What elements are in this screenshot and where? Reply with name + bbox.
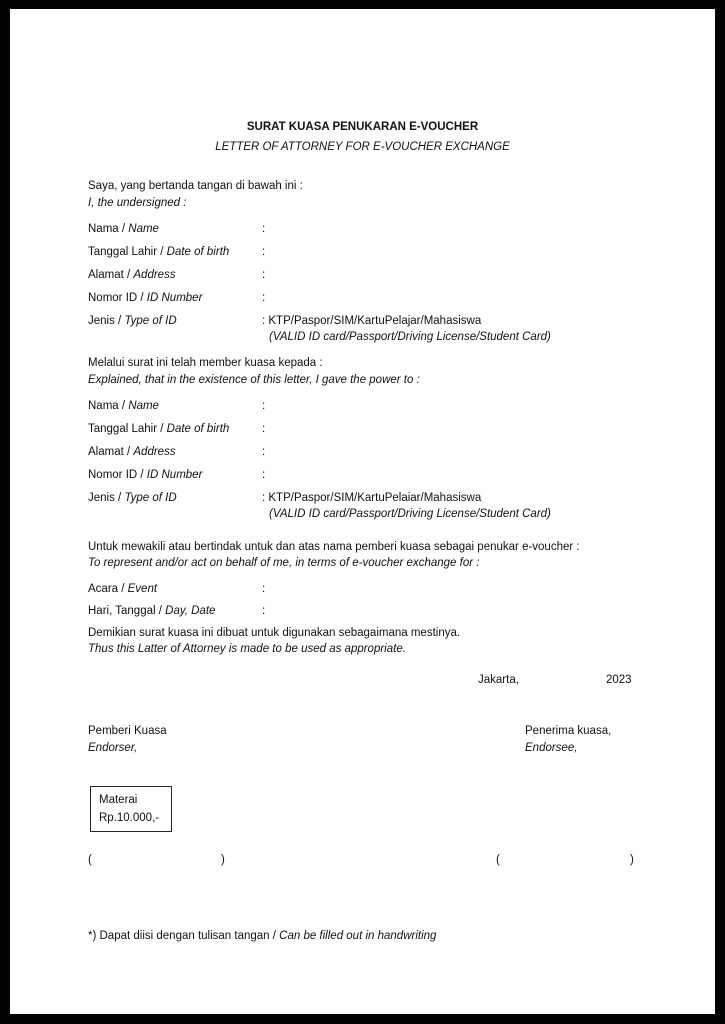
event-date-label: Hari, Tanggal / Day, Date bbox=[88, 605, 216, 617]
closing-text-id: Demikian surat kuasa ini dibuat untuk digunakan sebagaimana mestinya. bbox=[88, 627, 461, 639]
grantor-address-value[interactable]: : bbox=[262, 269, 266, 281]
grantor-idtype-label: Jenis / Type of ID bbox=[88, 315, 177, 327]
grantor-idtype-note: (VALID ID card/Passport/Driving License/Student Card) bbox=[269, 331, 551, 343]
intro-text-en: I, the undersigned : bbox=[88, 197, 187, 209]
power-text-id: Melalui surat ini telah member kuasa kepada : bbox=[88, 357, 323, 369]
grantee-address-value[interactable]: : bbox=[262, 446, 266, 458]
place-year: 2023 bbox=[606, 674, 632, 686]
endorser-label-en: Endorser, bbox=[88, 742, 138, 754]
grantor-address-label: Alamat / Address bbox=[88, 269, 176, 281]
document-title: SURAT KUASA PENUKARAN E-VOUCHER bbox=[246, 121, 479, 133]
document-page bbox=[10, 9, 715, 1014]
grantee-idnumber-label: Nomor ID / ID Number bbox=[88, 469, 203, 481]
grantee-address-label: Alamat / Address bbox=[88, 446, 176, 458]
stamp-amount: Rp.10.000,- bbox=[99, 812, 160, 824]
endorser-signature-open: ( bbox=[88, 854, 92, 866]
footnote: *) Dapat diisi dengan tulisan tangan / Can be filled out in handwriting bbox=[88, 930, 437, 942]
represent-text-en: To represent and/or act on behalf of me, in terms of e-voucher exchange for : bbox=[88, 557, 480, 569]
event-label: Acara / Event bbox=[88, 583, 158, 595]
grantor-idnumber-value[interactable]: : bbox=[262, 292, 266, 304]
grantor-birthdate-value[interactable]: : bbox=[262, 246, 266, 258]
grantee-name-label: Nama / Name bbox=[88, 400, 159, 412]
endorsee-signature-close: ) bbox=[630, 854, 634, 866]
stamp-label: Materai bbox=[99, 794, 138, 806]
grantee-idtype-label: Jenis / Type of ID bbox=[88, 492, 177, 504]
grantee-birthdate-value[interactable]: : bbox=[262, 423, 266, 435]
grantor-birthdate-label: Tanggal Lahir / Date of birth bbox=[88, 246, 230, 258]
grantee-idtype-value[interactable]: : KTP/Paspor/SIM/KartuPelaiar/Mahasiswa bbox=[262, 492, 482, 504]
endorsee-label-en: Endorsee, bbox=[525, 742, 578, 754]
event-value[interactable]: : bbox=[262, 583, 266, 595]
event-date-value[interactable]: : bbox=[262, 605, 266, 617]
grantee-idtype-note: (VALID ID card/Passport/Driving License/Student Card) bbox=[269, 508, 551, 520]
grantor-name-label: Nama / Name bbox=[88, 223, 159, 235]
endorser-signature-close: ) bbox=[221, 854, 225, 866]
stamp-duty-box bbox=[90, 786, 172, 832]
endorsee-signature-open: ( bbox=[496, 854, 500, 866]
power-text-en: Explained, that in the existence of this letter, I gave the power to : bbox=[88, 374, 420, 386]
closing-text-en: Thus this Latter of Attorney is made to be used as appropriate. bbox=[88, 643, 406, 655]
grantee-idnumber-value[interactable]: : bbox=[262, 469, 266, 481]
endorser-label-id: Pemberi Kuasa bbox=[88, 725, 167, 737]
grantor-idnumber-label: Nomor ID / ID Number bbox=[88, 292, 203, 304]
represent-text-id: Untuk mewakili atau bertindak untuk dan atas nama pemberi kuasa sebagai penukar e-voucher : bbox=[88, 541, 580, 553]
intro-text-id: Saya, yang bertanda tangan di bawah ini : bbox=[88, 180, 303, 192]
grantee-name-value[interactable]: : bbox=[262, 400, 266, 412]
endorsee-label-id: Penerima kuasa, bbox=[525, 725, 612, 737]
grantee-birthdate-label: Tanggal Lahir / Date of birth bbox=[88, 423, 230, 435]
document-subtitle: LETTER OF ATTORNEY FOR E-VOUCHER EXCHANGE bbox=[215, 141, 510, 153]
grantor-name-value[interactable]: : bbox=[262, 223, 266, 235]
place-city: Jakarta, bbox=[478, 674, 519, 686]
grantor-idtype-value[interactable]: : KTP/Paspor/SIM/KartuPelajar/Mahasiswa bbox=[262, 315, 482, 327]
